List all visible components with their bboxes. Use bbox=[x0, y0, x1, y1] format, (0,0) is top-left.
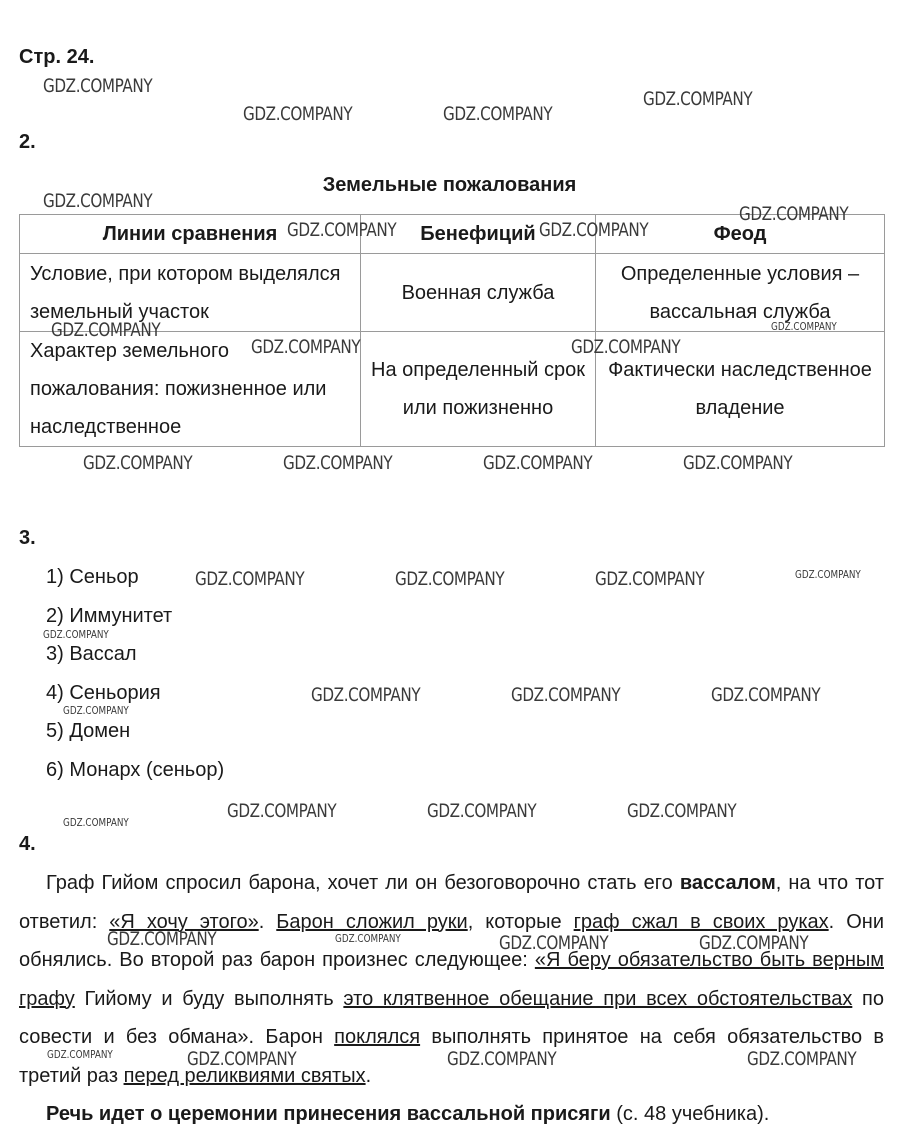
watermark: GDZ.COMPANY bbox=[511, 684, 621, 706]
watermark: GDZ.COMPANY bbox=[63, 816, 129, 829]
watermark: GDZ.COMPANY bbox=[335, 932, 401, 945]
list-item: 6) Монарх (сеньор) bbox=[46, 758, 225, 781]
section-3-number: 3. bbox=[19, 527, 36, 549]
watermark: GDZ.COMPANY bbox=[571, 336, 681, 358]
text-span: Граф Гийом спросил барона, хочет ли он безоговорочно стать его bbox=[46, 872, 680, 894]
watermark: GDZ.COMPANY bbox=[443, 103, 553, 125]
watermark: GDZ.COMPANY bbox=[227, 800, 337, 822]
header-fief: Феод bbox=[596, 215, 885, 254]
table-cell: Фактически наследственное владение bbox=[596, 332, 885, 447]
list-item: 5) Домен bbox=[46, 720, 131, 742]
underlined-phrase: «Я хочу этого» bbox=[109, 910, 259, 933]
watermark: GDZ.COMPANY bbox=[427, 800, 537, 822]
watermark: GDZ.COMPANY bbox=[51, 319, 161, 341]
text-span: , на что тот ответил: bbox=[19, 872, 884, 933]
table-row bbox=[20, 332, 885, 447]
watermark: GDZ.COMPANY bbox=[771, 320, 837, 333]
page-heading: Стр. 24. bbox=[19, 46, 95, 68]
text-span: по совести и без обмана». Барон bbox=[19, 987, 885, 1048]
list-item: 3) Вассал bbox=[46, 643, 137, 665]
watermark: GDZ.COMPANY bbox=[251, 336, 361, 358]
watermark: GDZ.COMPANY bbox=[539, 219, 649, 241]
watermark: GDZ.COMPANY bbox=[595, 568, 705, 590]
table-cell: Определенные условия – вассальная служба bbox=[596, 254, 885, 332]
text-span: Гийому и буду выполнять bbox=[74, 987, 344, 1010]
table-cell: Условие, при котором выделялся земельный участок bbox=[20, 254, 361, 332]
watermark: GDZ.COMPANY bbox=[447, 1048, 557, 1070]
text-span: . Они обнялись. Во второй раз барон произнес следующее: bbox=[19, 910, 884, 971]
answer-text bbox=[19, 864, 884, 1134]
watermark: GDZ.COMPANY bbox=[243, 103, 353, 125]
watermark: GDZ.COMPANY bbox=[711, 684, 821, 706]
watermark: GDZ.COMPANY bbox=[195, 568, 305, 590]
list-item: 4) Сеньория bbox=[46, 681, 161, 704]
text-span: (с. 48 учебника). bbox=[610, 1103, 770, 1125]
section-2-number: 2. bbox=[19, 131, 36, 153]
table-cell: На определенный срок или пожизненно bbox=[361, 332, 596, 447]
watermark: GDZ.COMPANY bbox=[795, 568, 861, 581]
list-item: 2) Иммунитет bbox=[46, 604, 173, 627]
header-benefice: Бенефиций bbox=[361, 215, 596, 254]
watermark: GDZ.COMPANY bbox=[627, 800, 737, 822]
watermark: GDZ.COMPANY bbox=[63, 704, 129, 717]
underlined-phrase: Барон сложил руки bbox=[276, 910, 468, 933]
underlined-phrase: перед реликвиями святых bbox=[123, 1064, 366, 1087]
table-header-row bbox=[20, 215, 885, 254]
watermark: GDZ.COMPANY bbox=[483, 452, 593, 474]
watermark: GDZ.COMPANY bbox=[287, 219, 397, 241]
watermark: GDZ.COMPANY bbox=[43, 190, 153, 212]
paragraph-2 bbox=[19, 1095, 884, 1134]
table-title: Земельные пожалования bbox=[322, 174, 577, 196]
watermark: GDZ.COMPANY bbox=[739, 203, 849, 225]
watermark: GDZ.COMPANY bbox=[747, 1048, 857, 1070]
text-span: . bbox=[365, 1064, 372, 1087]
bold-term: вассалом bbox=[679, 872, 776, 894]
watermark: GDZ.COMPANY bbox=[47, 1048, 113, 1061]
watermark: GDZ.COMPANY bbox=[43, 628, 109, 641]
text-span: . bbox=[258, 910, 277, 933]
bold-conclusion: Речь идет о церемонии принесения вассальной присяги bbox=[46, 1103, 611, 1125]
underlined-phrase: граф сжал в своих руках bbox=[573, 910, 829, 933]
underlined-phrase: «Я беру обязательство быть верным графу bbox=[19, 949, 884, 1010]
watermark: GDZ.COMPANY bbox=[499, 932, 609, 954]
watermark: GDZ.COMPANY bbox=[683, 452, 793, 474]
section-4-number: 4. bbox=[19, 833, 36, 855]
list-item: 1) Сеньор bbox=[46, 566, 139, 588]
underlined-phrase: это клятвенное обещание при всех обстоятельствах bbox=[343, 987, 853, 1010]
comparison-table bbox=[19, 214, 885, 447]
terms-list bbox=[46, 558, 224, 789]
watermark: GDZ.COMPANY bbox=[699, 932, 809, 954]
table-row bbox=[20, 254, 885, 332]
paragraph-1 bbox=[19, 864, 884, 1095]
text-span: выполнять принятое на себя обязательство в третий раз bbox=[19, 1026, 884, 1087]
watermark: GDZ.COMPANY bbox=[643, 88, 753, 110]
text-span: , которые bbox=[467, 910, 574, 933]
underlined-phrase: поклялся bbox=[334, 1026, 421, 1048]
watermark: GDZ.COMPANY bbox=[107, 928, 217, 950]
watermark: GDZ.COMPANY bbox=[395, 568, 505, 590]
watermark: GDZ.COMPANY bbox=[43, 75, 153, 97]
watermark: GDZ.COMPANY bbox=[187, 1048, 297, 1070]
table-cell: Военная служба bbox=[361, 254, 596, 332]
watermark: GDZ.COMPANY bbox=[283, 452, 393, 474]
table-cell: Характер земельного пожалования: пожизненное или наследственное bbox=[20, 332, 361, 447]
watermark: GDZ.COMPANY bbox=[311, 684, 421, 706]
header-comparison-lines: Линии сравнения bbox=[20, 215, 361, 254]
watermark: GDZ.COMPANY bbox=[83, 452, 193, 474]
